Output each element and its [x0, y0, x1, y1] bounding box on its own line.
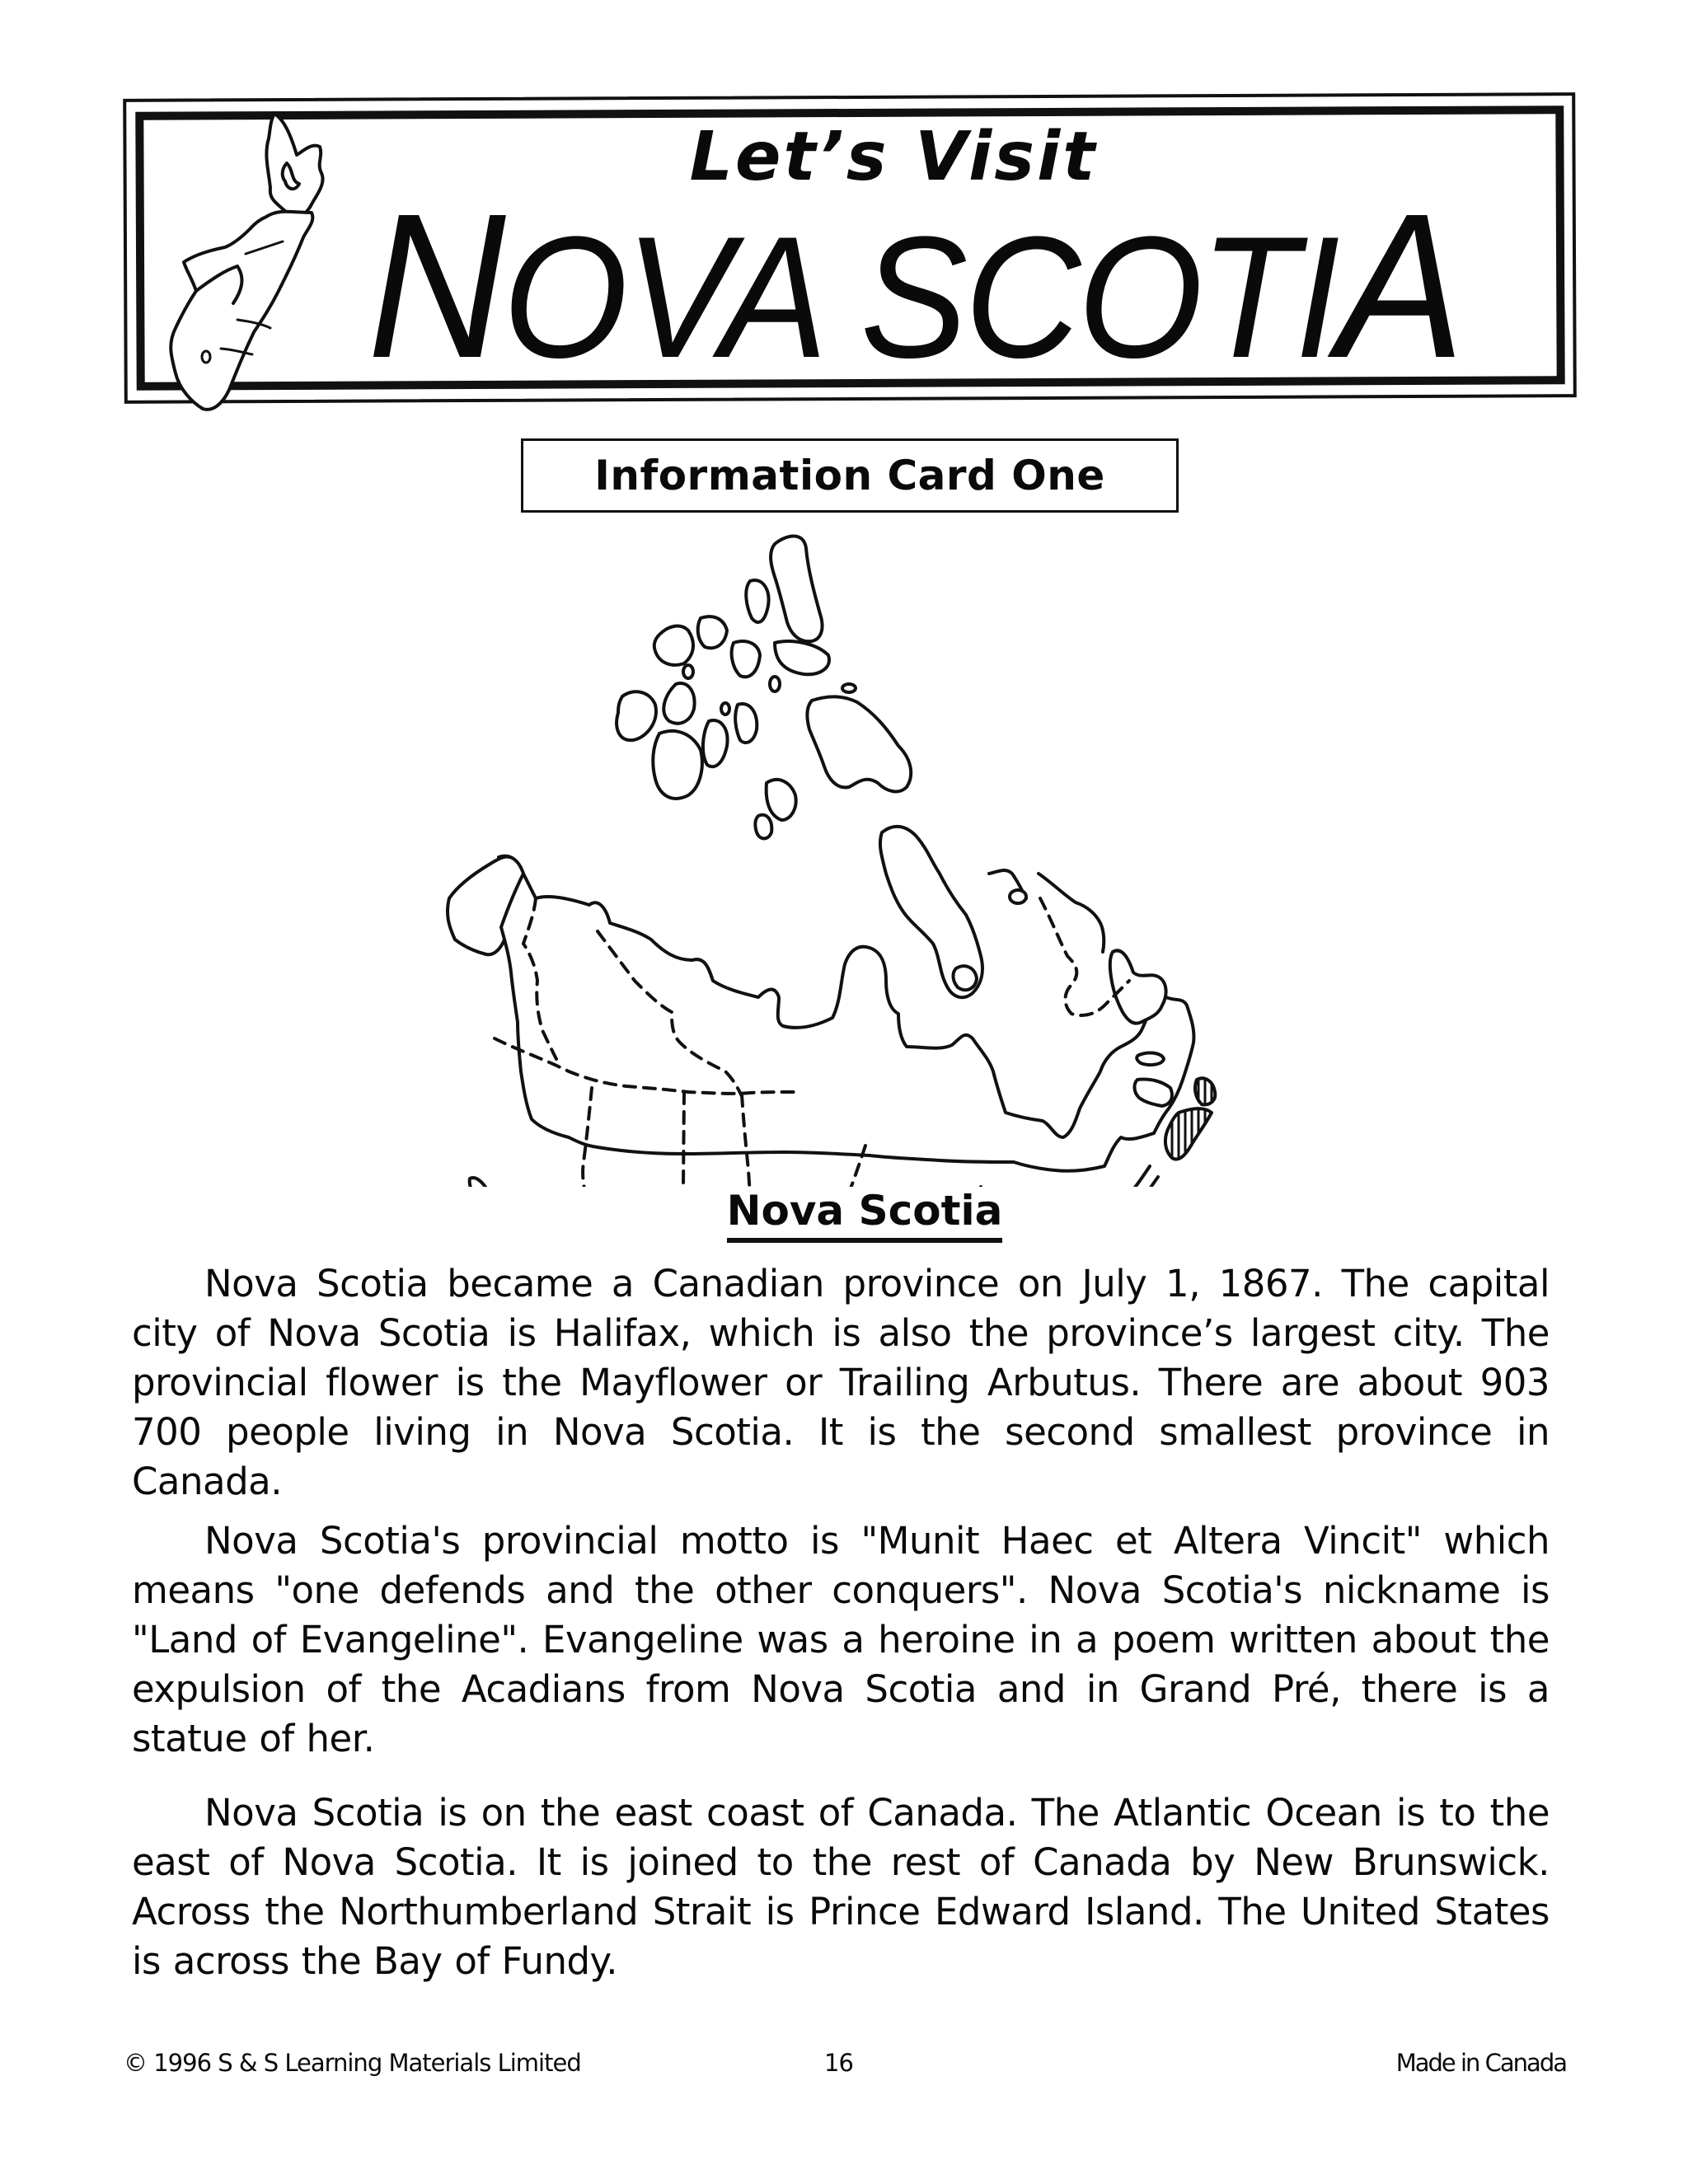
banner-title	[363, 171, 1466, 401]
paragraph-3: Nova Scotia is on the east coast of Canada. The Atlantic Ocean is to the east of Nova Scotia. It is joined to the rest of Canada by New Brunswick. Across the Northumberland Strait is Prince Edward Island. The United States is across the Bay of Fundy.	[132, 1791, 1550, 1983]
page-footer	[124, 2049, 1566, 2082]
copyright-notice: © 1996 S & S Learning Materials Limited	[124, 2049, 581, 2077]
section-heading-text: Nova Scotia	[727, 1187, 1003, 1243]
paragraph-2: Nova Scotia's provincial motto is "Munit Haec et Altera Vincit" which means "one defends and the other conquers". Nova Scotia's nickname is "Land of Evangeline". Evangeline was a heroine in a poem written about the expulsion of the Acadians from Nova Scotia and in Grand Pré, there is a statue of her.	[132, 1519, 1550, 1760]
banner-title-letter-a: A	[1337, 171, 1462, 401]
page-number: 16	[824, 2049, 853, 2077]
banner-title-letter-s: S	[860, 200, 965, 394]
section-heading	[0, 1187, 1688, 1243]
canada-map	[412, 511, 1236, 1187]
banner-subtitle: Let’s Visit	[689, 118, 1098, 196]
made-in-canada: Made in Canada	[1395, 2049, 1566, 2077]
banner-title-part-ova: OVA	[503, 200, 860, 394]
banner-title-letter-n: N	[367, 171, 504, 401]
banner-title-part-coti: COTI	[964, 200, 1338, 394]
paragraph-1: Nova Scotia became a Canadian province on July 1, 1867. The capital city of Nova Scotia is Halifax, which is also the province’s largest city. The provincial flower is the Mayflower or Trailing Arbutus. There are about 903 700 people living in Nova Scotia. It is the second smallest province in Canada.	[132, 1262, 1550, 1503]
body-text	[132, 1259, 1550, 1996]
information-card-label: Information Card One	[521, 438, 1179, 513]
